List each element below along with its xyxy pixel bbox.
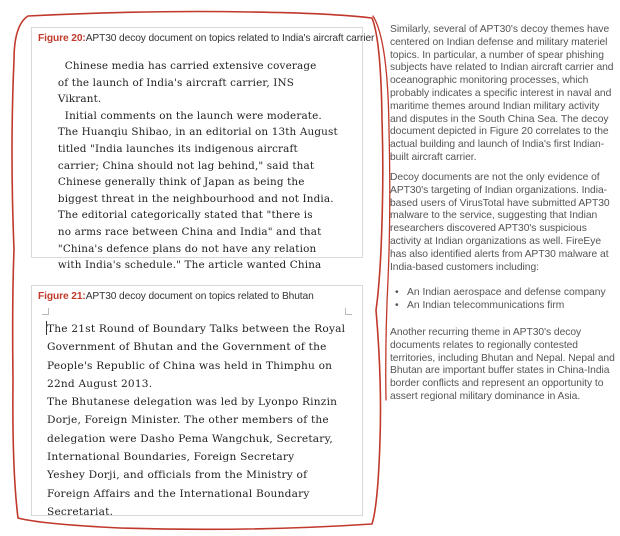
- figure-21-caption: [38, 291, 314, 302]
- bullet-icon: •: [395, 299, 399, 311]
- figure-20-caption: [38, 33, 374, 44]
- figure-20-document-text: Chinese media has carried extensive coverage of the launch of India's aircraft carrier, INS Vikrant. Initial comments on the launch were moderate. The Huanqiu Shibao, in an editorial on 13th August titled "India launches its indigenous aircraft carrier; China should not lag behind," said that Chinese generally think of Japan as being the biggest threat in the neighbourhood and not India. The editorial categorically stated that "there is no arms race between China and India" and that "China's defence plans do not have any relation with India's schedule." The article wanted China: [57, 60, 338, 272]
- bullet-item: [395, 287, 615, 300]
- margin-corner-mark-icon: [345, 308, 352, 315]
- bullet-text: An Indian telecommunications firm: [407, 299, 565, 311]
- customer-bullet-list: [395, 287, 615, 313]
- figure-20-box: [31, 27, 375, 272]
- figure-21-document-text: The 21st Round of Boundary Talks between the Royal Government of Bhutan and the Government of the People's Republic of China was held in Thimphu on 22nd August 2013. The Bhutanese delegation was led by Lyonpo Rinzin Dorje, Foreign Minister. The other members of the delegation were Dasho Pema Wangchuk, Secretary, International Boundaries, Foreign Secretary Yeshey Dorji, and officials from the Ministry of Foreign Affairs and the International Boundary Secretariat.: [47, 323, 346, 518]
- figure-20-label: Figure 20:: [38, 33, 86, 44]
- figure-20-caption-text: APT30 decoy document on topics related to India's aircraft carrier: [85, 33, 375, 44]
- figure-21-box: [31, 285, 363, 516]
- figure-21-caption-text: APT30 decoy document on topics related to Bhutan: [85, 291, 314, 302]
- bullet-icon: •: [395, 287, 399, 298]
- figure-21-label: Figure 21:: [38, 291, 86, 302]
- bullet-item: [395, 300, 615, 313]
- body-paragraph-3: Another recurring theme in APT30's decoy documents relates to regionally contested territories, including Bhutan and Nepal. Nepal and Bhutan are important buffer states in China-India border conflicts and represent an opportunity to assert regional military dominance in Asia.: [390, 327, 615, 402]
- margin-corner-mark-icon: [42, 308, 49, 315]
- body-paragraph-1: Similarly, several of APT30's decoy themes have centered on Indian defense and military materiel topics. In particular, a number of spear phishing subjects have related to Indian aircraft carrier and oceanographic monitoring processes, which probably indicates a specific interest in naval and maritime themes around Indian military activity and disputes in the South China Sea. The decoy document depicted in Figure 20 correlates to the actual building and launch of India's first Indian-built aircraft carrier.: [390, 24, 614, 163]
- bullet-text: An Indian aerospace and defense company: [407, 287, 606, 298]
- body-paragraph-2: Decoy documents are not the only evidence of APT30's targeting of Indian organizations. India-based users of VirusTotal have submitted APT30 malware to the service, suggesting that Indian researchers discovered APT30's suspicious activity at Indian organizations as well. FireEye has also identified alerts from APT30 malware at India-based customers including:: [390, 172, 610, 273]
